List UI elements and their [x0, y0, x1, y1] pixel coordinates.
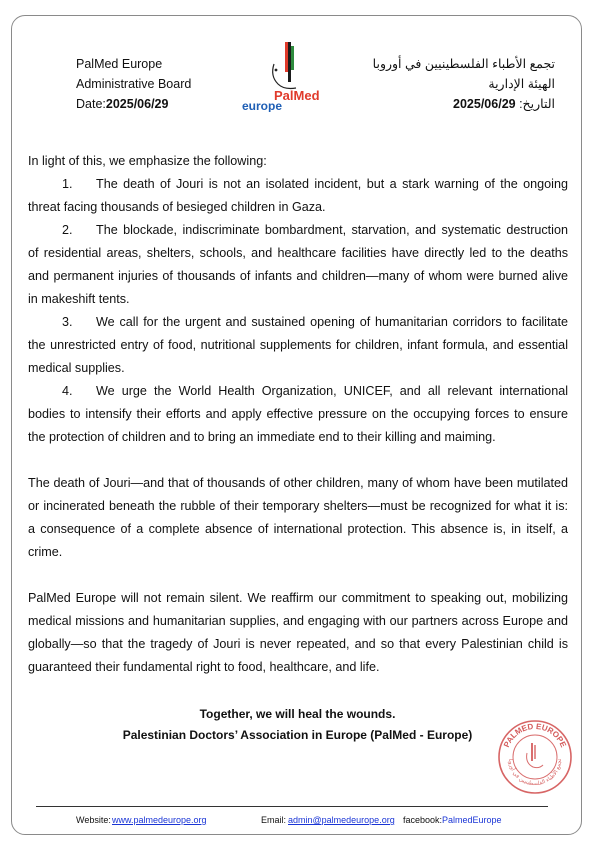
paragraph-commitment: PalMed Europe will not remain silent. We reaffirm our commitment to speaking out, mobilizing medical missions and humanitarian supplies, and engaging with our partners across Europe and globally—so that the tragedy of Jouri is never repeated, and so that every Palestinian child is guaranteed their fundamental right to food, healthcare, and life.	[28, 591, 568, 674]
facebook-label: facebook:	[403, 815, 443, 825]
org-name-en: PalMed Europe	[76, 57, 163, 71]
logo-text-palmed: PalMed	[274, 88, 320, 103]
list-text: The death of Jouri is not an isolated incident, but a stark warning of the ongoing threat facing thousands of besieged children in Gaza.	[28, 177, 568, 214]
svg-text:تجمع الأطباء الفلسطينيين في أو	[507, 758, 563, 787]
date-ar	[373, 94, 555, 114]
date-en	[76, 94, 191, 114]
org-name-ar: تجمع الأطباء الفلسطينيين في أوروبا	[372, 57, 555, 71]
paragraph-jouri: The death of Jouri—and that of thousands of other children, many of whom have been mutilated or incinerated beneath the rubble of their temporary shelters—must be recognized for what it is: a consequence of a complete absence of international protection. This absence is, in itself, a crime.	[28, 476, 568, 559]
board-name-ar: الهيئة الإدارية	[488, 77, 555, 91]
list-text: We urge the World Health Organization, UNICEF, and all relevant international bodies to intensify their efforts and apply effective pressure on the occupying forces to ensure the protection of children and to bring an immediate end to their killing and maiming.	[28, 384, 568, 444]
official-stamp	[497, 719, 573, 795]
logo-text-europe: europe	[242, 99, 283, 112]
list-number: 4.	[62, 384, 73, 398]
list-number: 2.	[62, 223, 73, 237]
list-item	[28, 311, 568, 380]
palmed-logo	[240, 40, 324, 112]
email-label: Email:	[261, 815, 287, 825]
stamp-text-bottom: تجمع الأطباء الفلسطينيين في أوروبا	[506, 758, 564, 788]
list-number: 1.	[62, 177, 73, 191]
website-label: Website:	[76, 815, 111, 825]
intro-text: In light of this, we emphasize the following:	[28, 154, 267, 168]
list-number: 3.	[62, 315, 73, 329]
list-item	[28, 380, 568, 449]
footer-divider	[36, 806, 548, 807]
date-label-ar: التاريخ:	[519, 97, 555, 111]
closing-line-2: Palestinian Doctors’ Association in Europe (PalMed - Europe)	[122, 728, 473, 742]
header-left	[76, 54, 191, 114]
email-link[interactable]: admin@palmedeurope.org	[288, 815, 395, 825]
date-value-en: 2025/06/29	[105, 97, 169, 111]
date-label-en: Date:	[76, 97, 106, 111]
date-value-ar: 2025/06/29	[453, 97, 516, 111]
header-right	[373, 54, 555, 114]
list-item	[28, 219, 568, 311]
closing-line-1: Together, we will heal the wounds.	[199, 707, 396, 721]
list-text: We call for the urgent and sustained opening of humanitarian corridors to facilitate the unrestricted entry of food, nutritional supplements for children, infant formula, and essential medical supplies.	[28, 315, 568, 375]
facebook-link[interactable]: PalmedEurope	[442, 815, 502, 825]
list-text: The blockade, indiscriminate bombardment, starvation, and systematic destruction of residential areas, shelters, schools, and healthcare facilities have directly led to the deaths and permanent injuries of thousands of infants and children—many of whom were burned alive in makeshift tents.	[28, 223, 568, 306]
website-link[interactable]: www.palmedeurope.org	[112, 815, 207, 825]
list-item	[28, 173, 568, 219]
stamp-text-top: PALMED EUROPE	[502, 721, 568, 749]
board-name-en: Administrative Board	[76, 77, 192, 91]
letter-body	[28, 150, 568, 679]
